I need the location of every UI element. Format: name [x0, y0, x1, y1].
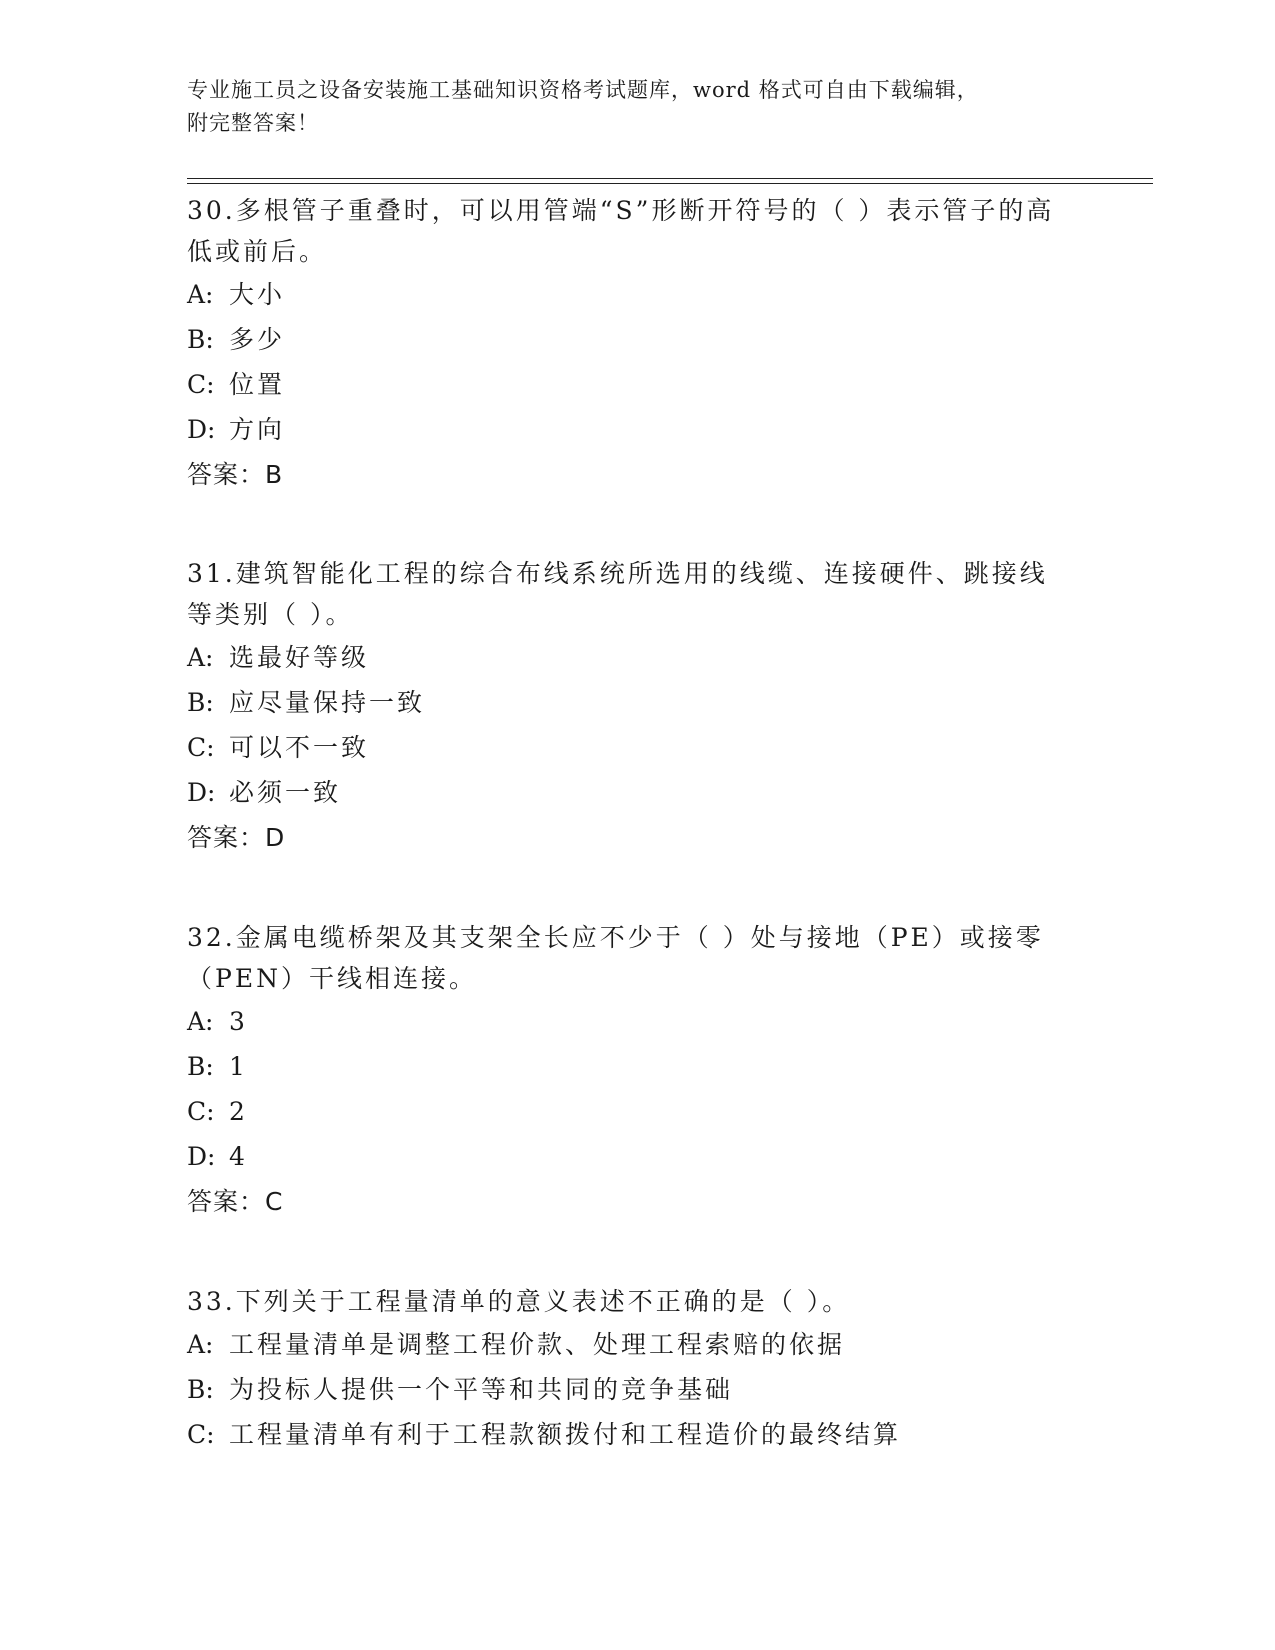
- question-stem: 32.金属电缆桥架及其支架全长应不少于（ ）处与接地（PE）或接零（PEN）干线相连接。: [187, 923, 1044, 993]
- option-text: 方向: [229, 415, 286, 444]
- option-text: 2: [229, 1097, 248, 1126]
- option-d: [187, 770, 1087, 815]
- option-letter: A:: [187, 280, 214, 309]
- option-letter: B:: [187, 688, 214, 717]
- answer-line: 答案：D: [187, 823, 286, 852]
- option-letter: B:: [187, 1375, 214, 1404]
- option-d: [187, 1134, 1087, 1179]
- option-letter: A:: [187, 1330, 214, 1359]
- option-a: [187, 999, 1087, 1044]
- option-c: [187, 1089, 1087, 1134]
- option-text: 工程量清单有利于工程款额拨付和工程造价的最终结算: [229, 1420, 902, 1449]
- option-letter: A:: [187, 643, 214, 672]
- document-header: [187, 74, 1067, 140]
- option-letter: C:: [187, 370, 215, 399]
- option-text: 位置: [229, 370, 286, 399]
- option-b: [187, 1367, 1087, 1412]
- option-text: 应尽量保持一致: [229, 688, 426, 717]
- option-text: 大小: [229, 280, 286, 309]
- option-letter: D:: [187, 778, 216, 807]
- option-letter: B:: [187, 1052, 214, 1081]
- option-text: 必须一致: [229, 778, 342, 807]
- option-letter: C:: [187, 1097, 215, 1126]
- option-text: 选最好等级: [229, 643, 370, 672]
- option-c: [187, 1412, 1087, 1457]
- answer-line: 答案：B: [187, 460, 284, 489]
- option-b: [187, 1044, 1087, 1089]
- question-stem: 33.下列关于工程量清单的意义表述不正确的是（ ）。: [187, 1287, 851, 1316]
- question-31: [187, 553, 1087, 861]
- question-33: [187, 1281, 1087, 1457]
- option-letter: C:: [187, 733, 215, 762]
- option-text: 3: [229, 1007, 248, 1036]
- option-letter: C:: [187, 1420, 215, 1449]
- option-d: [187, 407, 1087, 452]
- header-line-1: 专业施工员之设备安装施工基础知识资格考试题库，word 格式可自由下载编辑，: [187, 78, 979, 102]
- option-a: [187, 1322, 1087, 1367]
- option-c: [187, 362, 1087, 407]
- option-c: [187, 725, 1087, 770]
- option-a: [187, 635, 1087, 680]
- option-b: [187, 317, 1087, 362]
- option-text: 1: [229, 1052, 248, 1081]
- option-text: 多少: [229, 325, 286, 354]
- header-divider-top: [187, 178, 1153, 179]
- option-letter: D:: [187, 1142, 216, 1171]
- question-32: [187, 917, 1087, 1225]
- question-stem: 31.建筑智能化工程的综合布线系统所选用的线缆、连接硬件、跳接线等类别（ ）。: [187, 559, 1048, 629]
- option-text: 可以不一致: [229, 733, 370, 762]
- header-divider-bottom: [187, 183, 1153, 184]
- option-a: [187, 272, 1087, 317]
- option-text: 为投标人提供一个平等和共同的竞争基础: [229, 1375, 734, 1404]
- option-b: [187, 680, 1087, 725]
- answer-line: 答案：C: [187, 1187, 284, 1216]
- option-letter: A:: [187, 1007, 214, 1036]
- question-stem: 30.多根管子重叠时，可以用管端“S”形断开符号的（ ）表示管子的高低或前后。: [187, 196, 1055, 266]
- option-text: 4: [229, 1142, 248, 1171]
- header-line-2: 附完整答案！: [187, 111, 319, 135]
- question-30: [187, 190, 1087, 498]
- option-letter: D:: [187, 415, 216, 444]
- option-text: 工程量清单是调整工程价款、处理工程索赔的依据: [229, 1330, 846, 1359]
- option-letter: B:: [187, 325, 214, 354]
